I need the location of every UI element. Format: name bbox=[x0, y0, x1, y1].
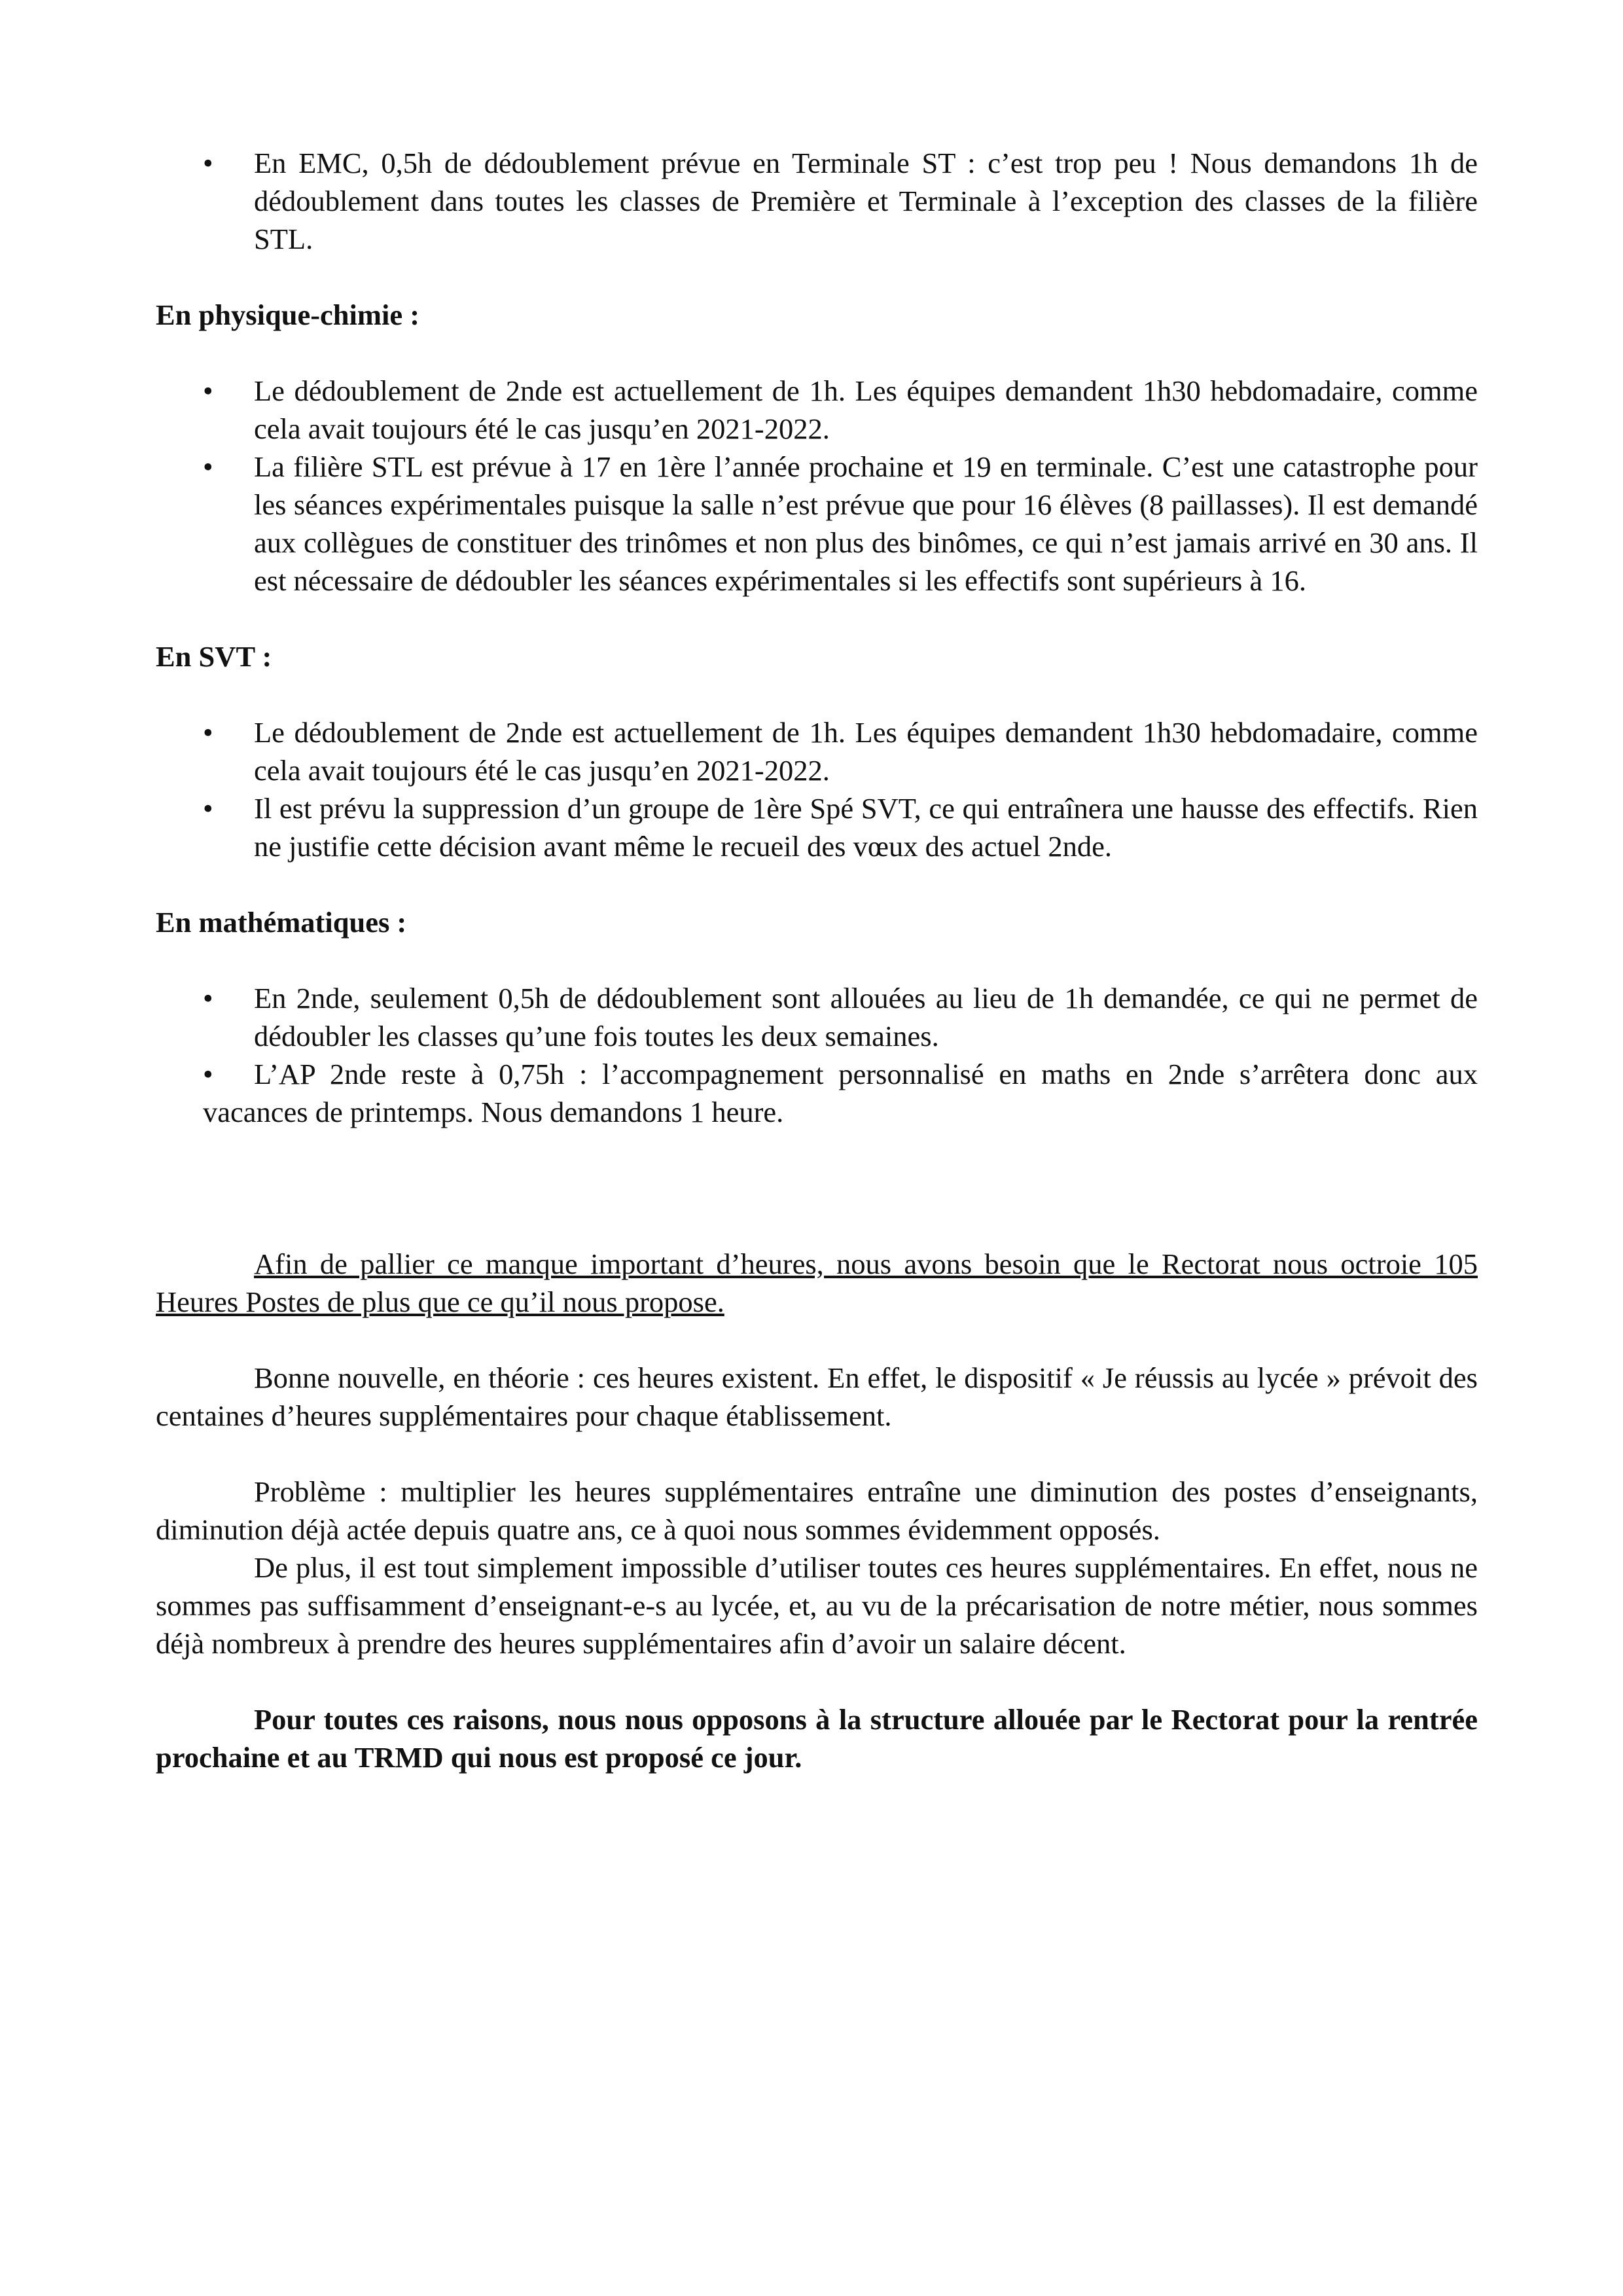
svt-list bbox=[156, 713, 1478, 865]
moreover-paragraph: De plus, il est tout simplement impossible d’utiliser toutes ces heures supplémentaires. En effet, nous ne sommes pas suffisamment d’enseignant-e-s au lycée, et, au vu de la précarisation de notre métier, nous sommes déjà nombreux à prendre des heures supplémentaires afin d’avoir un salaire décent. bbox=[156, 1551, 1478, 1660]
list-item-text: La filière STL est prévue à 17 en 1ère l’année prochaine et 19 en terminale. C’est une catastrophe pour les séances expérimentales puisque la salle n’est prévue que pour 16 élèves (8 paillasses). Il est demandé aux collègues de constituer des trinômes et non plus des binômes, ce qui n’est jamais arrivé en 30 ans. Il est nécessaire de dédoubler les séances expérimentales si les effectifs sont supérieurs à 16. bbox=[254, 450, 1478, 597]
list-item bbox=[156, 713, 1478, 789]
request-paragraph bbox=[156, 1245, 1478, 1321]
bullet-icon: • bbox=[203, 147, 213, 179]
conclusion-paragraph: Pour toutes ces raisons, nous nous opposons à la structure allouée par le Rectorat pour la rentrée prochaine et au TRMD qui nous est proposé ce jour. bbox=[156, 1703, 1478, 1774]
list-item-text: En 2nde, seulement 0,5h de dédoublement sont allouées au lieu de 1h demandée, ce qui ne permet de dédoubler les classes qu’une fois toutes les deux semaines. bbox=[254, 982, 1478, 1052]
section-heading-physique: En physique-chimie : bbox=[156, 298, 420, 331]
list-item-text: Le dédoublement de 2nde est actuellement de 1h. Les équipes demandent 1h30 hebdomadaire, comme cela avait toujours été le cas jusqu’en 2021-2022. bbox=[254, 716, 1478, 787]
bullet-icon: • bbox=[203, 450, 213, 483]
bullet-icon: • bbox=[203, 982, 213, 1014]
spacer bbox=[156, 1131, 1478, 1245]
document-page bbox=[156, 144, 1478, 1776]
maths-list bbox=[156, 979, 1478, 1055]
bullet-icon: • bbox=[203, 716, 213, 749]
good-news-paragraph: Bonne nouvelle, en théorie : ces heures existent. En effet, le dispositif « Je réussis au lycée » prévoit des centaines d’heures supplémentaires pour chaque établissement. bbox=[156, 1361, 1478, 1432]
list-item-text: Le dédoublement de 2nde est actuellement de 1h. Les équipes demandent 1h30 hebdomadaire, comme cela avait toujours été le cas jusqu’en 2021-2022. bbox=[254, 374, 1478, 445]
list-item bbox=[156, 448, 1478, 600]
spacer bbox=[156, 1662, 1478, 1700]
list-item-text: L’AP 2nde reste à 0,75h : l’accompagnement personnalisé en maths en 2nde s’arrêtera donc aux vacances de printemps. Nous demandons 1 heure. bbox=[203, 1058, 1478, 1128]
list-item bbox=[156, 979, 1478, 1055]
section-heading-maths: En mathématiques : bbox=[156, 906, 407, 939]
list-item-maths-ap bbox=[156, 1055, 1478, 1131]
list-item-text: Il est prévu la suppression d’un groupe de 1ère Spé SVT, ce qui entraînera une hausse des effectifs. Rien ne justifie cette décision avant même le recueil des vœux des actuel 2nde. bbox=[254, 792, 1478, 863]
physique-list bbox=[156, 372, 1478, 600]
spacer bbox=[156, 1321, 1478, 1359]
section-heading-svt: En SVT : bbox=[156, 640, 272, 673]
list-item bbox=[156, 789, 1478, 865]
list-item bbox=[156, 372, 1478, 448]
problem-paragraph: Problème : multiplier les heures supplémentaires entraîne une diminution des postes d’enseignants, diminution déjà actée depuis quatre ans, ce à quoi nous sommes évidemment opposés. bbox=[156, 1475, 1478, 1546]
bullet-icon: • bbox=[203, 792, 213, 825]
bullet-icon: • bbox=[203, 1058, 213, 1090]
emc-list bbox=[156, 144, 1478, 258]
request-text: Afin de pallier ce manque important d’heures, nous avons besoin que le Rectorat nous octroie 105 Heures Postes de plus que ce qu’il nous propose. bbox=[156, 1247, 1478, 1318]
list-item-text: En EMC, 0,5h de dédoublement prévue en Terminale ST : c’est trop peu ! Nous demandons 1h de dédoublement dans toutes les classes de Première et Terminale à l’exception des classes de la filière STL. bbox=[254, 147, 1478, 255]
list-item bbox=[156, 144, 1478, 258]
bullet-icon: • bbox=[203, 374, 213, 407]
spacer bbox=[156, 1435, 1478, 1473]
